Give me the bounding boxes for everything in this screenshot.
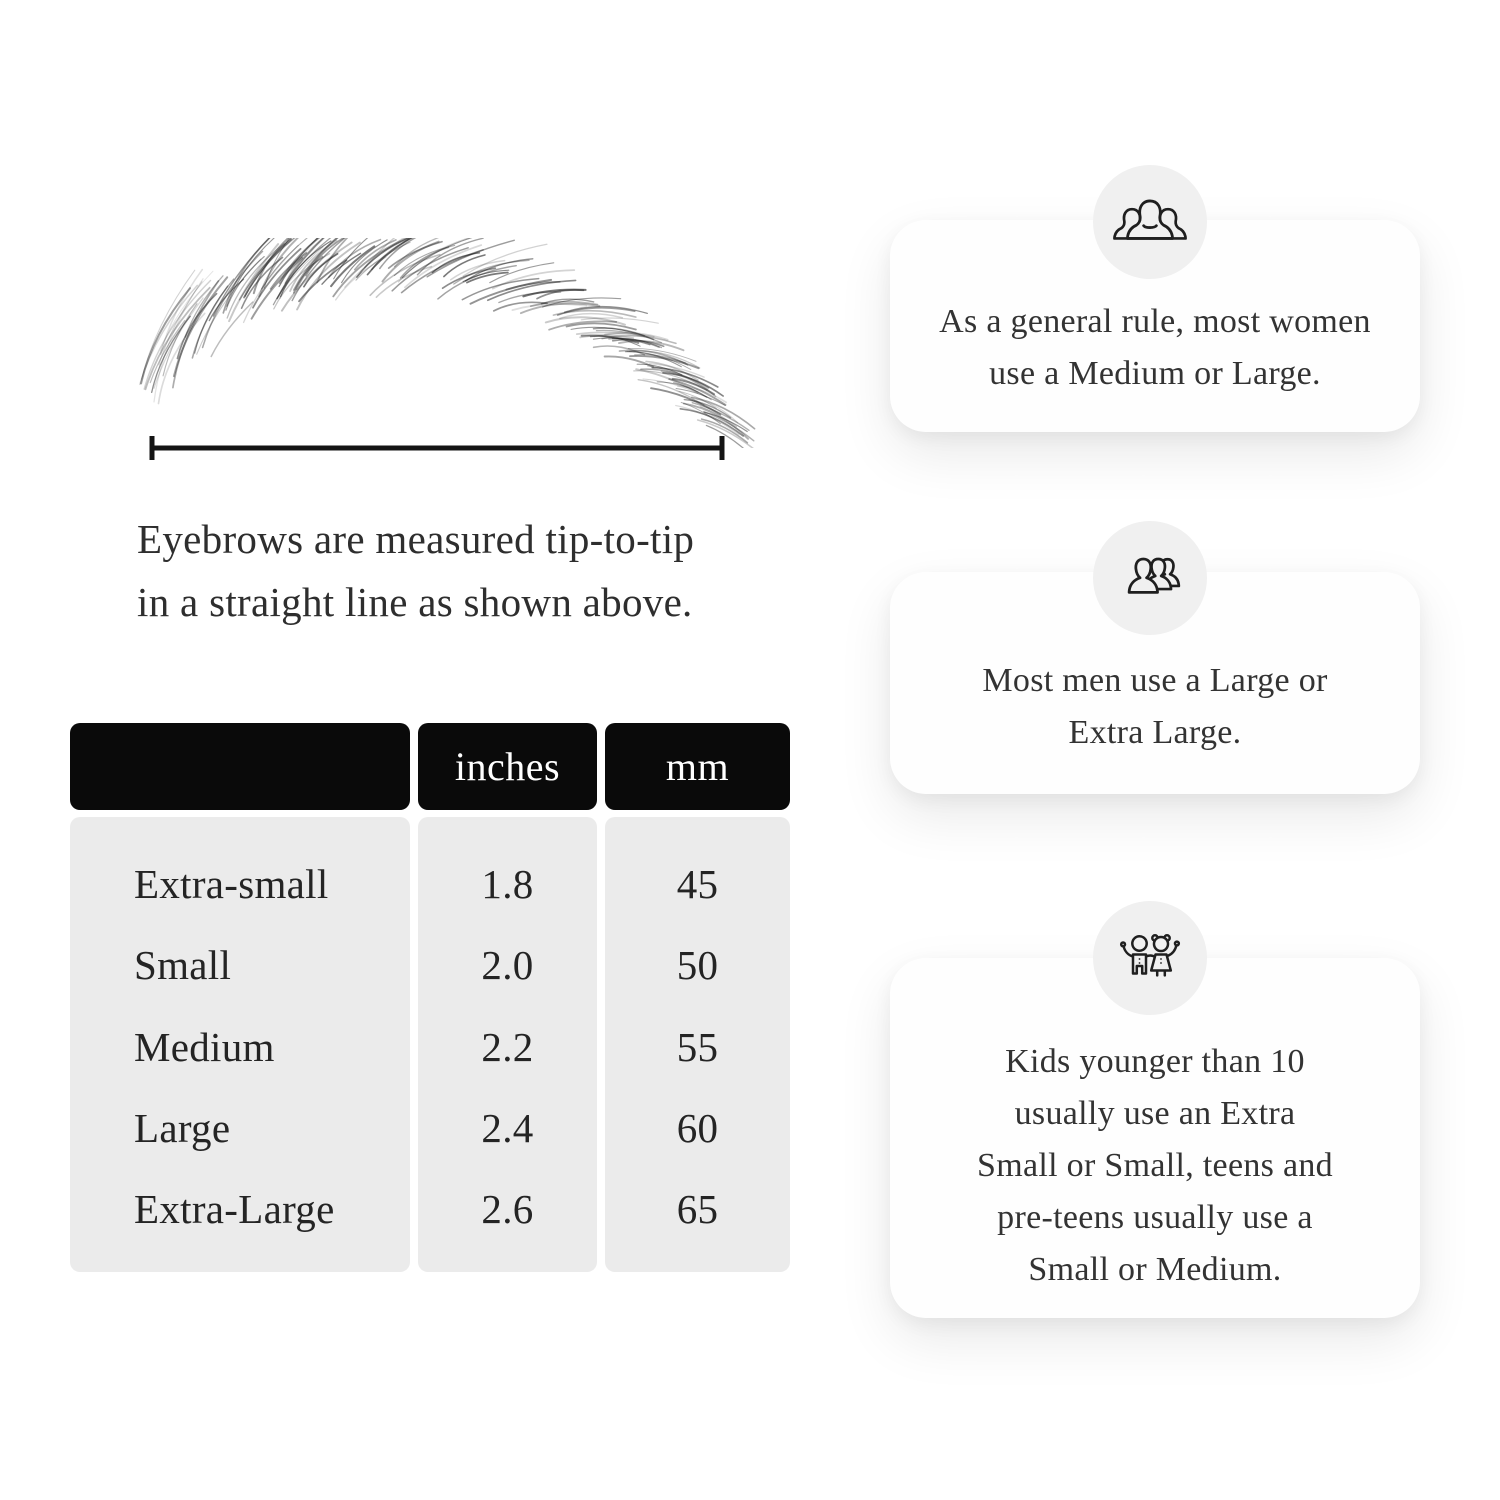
card-text-line: pre-teens usually use a — [997, 1199, 1313, 1236]
kids-badge — [1093, 901, 1207, 1015]
inches-cells — [418, 817, 597, 1272]
kids-icon — [1114, 928, 1186, 988]
measurement-line-icon — [146, 430, 728, 466]
caption-line: in a straight line as shown above. — [137, 579, 693, 625]
size-label-cell: Small — [134, 942, 232, 989]
mm-value-cell: 50 — [676, 942, 719, 989]
size-label-cell: Extra-Large — [134, 1186, 335, 1233]
table-header-mm: mm — [605, 723, 790, 810]
size-label-cells — [70, 817, 410, 1272]
women-group-icon — [1113, 191, 1187, 253]
women-card-text — [939, 296, 1371, 400]
women-group-badge — [1093, 165, 1207, 279]
men-group-badge — [1093, 521, 1207, 635]
size-label-column — [70, 723, 410, 1272]
table-header-inches: inches — [418, 723, 597, 810]
card-text-line: Small or Medium. — [1028, 1251, 1282, 1288]
size-label-cell: Medium — [134, 1023, 275, 1070]
mm-column — [605, 723, 790, 1272]
inches-column — [418, 723, 597, 1272]
size-label-cell: Large — [134, 1104, 231, 1151]
eyebrow-sketch-illustration — [105, 238, 765, 448]
inches-value-cell: 2.0 — [481, 942, 534, 989]
men-group-icon — [1113, 547, 1187, 609]
kids-card-text — [977, 1036, 1333, 1296]
card-text-line: usually use an Extra — [1014, 1095, 1296, 1132]
card-text-line: As a general rule, most women — [939, 303, 1371, 340]
size-chart-table — [70, 723, 790, 1272]
mm-value-cell: 65 — [676, 1186, 719, 1233]
inches-value-cell: 2.4 — [481, 1104, 534, 1151]
inches-value-cell: 2.6 — [481, 1186, 534, 1233]
card-text-line: Extra Large. — [1068, 714, 1242, 751]
inches-value-cell: 1.8 — [481, 860, 534, 907]
card-text-line: Small or Small, teens and — [977, 1147, 1333, 1184]
measurement-caption — [137, 508, 797, 634]
mm-value-cell: 60 — [676, 1104, 719, 1151]
mm-value-cell: 55 — [676, 1023, 719, 1070]
mm-cells — [605, 817, 790, 1272]
table-header-blank — [70, 723, 410, 810]
card-text-line: Most men use a Large or — [982, 662, 1328, 699]
caption-line: Eyebrows are measured tip-to-tip — [137, 516, 695, 562]
card-text-line: Kids younger than 10 — [1005, 1043, 1305, 1080]
size-label-cell: Extra-small — [134, 860, 329, 907]
mm-value-cell: 45 — [676, 860, 719, 907]
inches-value-cell: 2.2 — [481, 1023, 534, 1070]
card-text-line: use a Medium or Large. — [989, 355, 1321, 392]
men-card-text — [982, 655, 1327, 759]
